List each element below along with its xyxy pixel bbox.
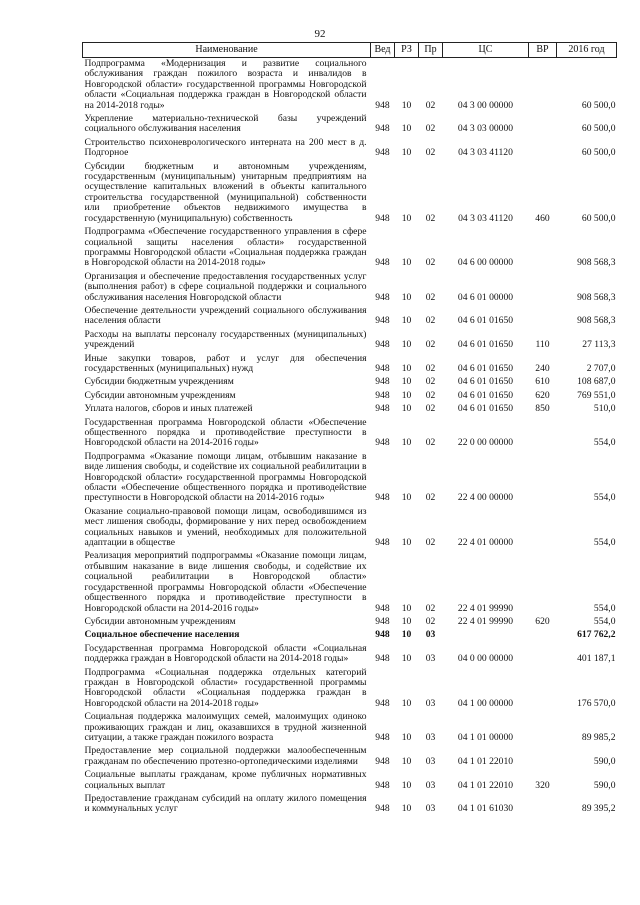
header-vr: ВР	[529, 43, 557, 58]
table-row	[83, 271, 617, 305]
cell-rz: 10	[401, 362, 412, 374]
cell-vr	[529, 793, 557, 817]
cell-vr: 850	[535, 403, 550, 415]
header-ved: Вед	[371, 43, 395, 58]
table-row	[83, 305, 617, 329]
cell-pr: 03	[425, 697, 436, 709]
cell-pr: 02	[425, 362, 436, 374]
cell-sum: 2 707,0	[586, 362, 616, 374]
cell-cs: 04 6 01 01650	[457, 403, 514, 415]
cell-ved: 948	[375, 437, 390, 449]
table-row	[83, 643, 617, 667]
cell-vr	[529, 629, 557, 642]
cell-name: Предоставление мер социальной поддержки малообеспеченным гражданам по обеспечению протезно-ортопедическими изделиями	[84, 745, 367, 767]
cell-pr: 03	[425, 629, 436, 641]
cell-rz: 10	[401, 602, 412, 614]
cell-pr: 03	[425, 803, 436, 815]
budget-table	[82, 42, 617, 817]
cell-cs: 04 0 00 00000	[457, 653, 514, 665]
table-row	[83, 329, 617, 353]
cell-cs: 04 3 03 41120	[458, 212, 513, 224]
table-header	[83, 43, 617, 58]
cell-vr	[529, 451, 557, 506]
table-row	[83, 667, 617, 712]
cell-vr: 620	[535, 389, 550, 401]
cell-name: Подпрограмма «Социальная поддержка отдельных категорий граждан в Новгородской области» государственной программы Новгородской области «Социальная поддержка граждан в Новгородской области на 2014-2018 годы»	[84, 666, 367, 709]
header-name: Наименование	[83, 43, 371, 58]
cell-vr	[529, 58, 557, 114]
cell-rz: 10	[401, 123, 412, 135]
cell-name: Иные закупки товаров, работ и услуг для обеспечения государственных (муниципальных) нужд	[84, 352, 367, 374]
cell-sum: 908 568,3	[577, 315, 616, 327]
cell-sum: 590,0	[593, 755, 616, 767]
header-pr: Пр	[419, 43, 443, 58]
cell-sum: 401 187,1	[577, 653, 616, 665]
cell-ved: 948	[375, 123, 390, 135]
cell-vr: 320	[535, 779, 550, 791]
cell-rz: 10	[401, 779, 412, 791]
cell-vr	[529, 506, 557, 551]
cell-ved: 948	[375, 803, 390, 815]
cell-vr: 610	[535, 376, 550, 388]
cell-rz: 10	[401, 389, 412, 401]
cell-name: Организация и обеспечение предоставления государственных услуг (выполнения работ) в сфере социальной поддержки и социального обслуживания населения Новгородской области	[84, 270, 367, 303]
table-row	[83, 137, 617, 161]
cell-rz: 10	[401, 803, 412, 815]
cell-cs: 04 3 00 00000	[457, 99, 514, 111]
cell-pr: 02	[425, 389, 436, 401]
cell-name: Строительство психоневрологического интерната на 200 мест в д. Подгорное	[84, 136, 367, 159]
cell-vr	[529, 643, 557, 667]
cell-rz: 10	[401, 291, 412, 303]
cell-cs: 22 4 00 00000	[457, 492, 514, 504]
cell-name: Оказание социально-правовой помощи лицам, освободившимся из мест лишения свободы, формирование у них перед освобождением социальных навыков и умений, необходимых для положительной адаптации в обществе	[84, 505, 367, 549]
cell-sum: 617 762,2	[577, 629, 616, 641]
cell-pr: 02	[425, 212, 436, 224]
cell-rz: 10	[401, 537, 412, 549]
cell-vr: 620	[535, 615, 550, 627]
cell-sum: 60 500,0	[581, 212, 616, 224]
cell-cs: 04 3 03 41120	[458, 147, 513, 159]
cell-vr	[529, 667, 557, 712]
cell-rz: 10	[401, 755, 412, 767]
cell-ved: 948	[375, 362, 390, 374]
cell-cs: 04 6 01 01650	[457, 389, 514, 401]
cell-sum: 554,0	[593, 602, 616, 614]
cell-pr: 02	[425, 376, 436, 388]
cell-sum: 60 500,0	[581, 147, 616, 159]
cell-vr	[529, 550, 557, 615]
cell-vr: 240	[535, 362, 550, 374]
cell-vr	[529, 271, 557, 305]
cell-ved: 948	[375, 492, 390, 504]
cell-cs: 22 4 01 99990	[457, 602, 514, 614]
cell-cs: 04 1 01 00000	[457, 731, 514, 743]
cell-rz: 10	[401, 437, 412, 449]
cell-name: Субсидии бюджетным и автономным учреждениям, государственным (муниципальным) унитарным предприятиям на осуществление капитальных вложений в объекты капитального строительства государственной (муниципальной) собственности или приобретение объектов недвижимого имущества в государственную (муниципальную) собственность	[84, 160, 367, 224]
table-row	[83, 451, 617, 506]
cell-sum: 60 500,0	[581, 99, 616, 111]
cell-vr	[529, 113, 557, 137]
cell-name: Предоставление гражданам субсидий на оплату жилого помещения и коммунальных услуг	[84, 793, 367, 815]
cell-pr: 02	[425, 437, 436, 449]
cell-ved: 948	[375, 257, 390, 269]
cell-sum: 908 568,3	[577, 257, 616, 269]
cell-sum: 590,0	[593, 779, 616, 791]
cell-name: Подпрограмма «Оказание помощи лицам, отбывшим наказание в виде лишения свободы, и содействие их социальной реабилитации в Новгородской области» государственной программы Новгородской области «Обеспечение общественного порядка и противодействие преступности в Новгородской области на 2014-2016 годы»	[84, 450, 367, 504]
cell-cs: 04 6 01 01650	[457, 362, 514, 374]
table-row	[83, 403, 617, 416]
cell-vr	[529, 226, 557, 271]
cell-ved: 948	[375, 615, 390, 627]
cell-name: Уплата налогов, сборов и иных платежей	[84, 403, 253, 415]
cell-name: Субсидии автономным учреждениям	[84, 615, 236, 627]
cell-vr: 110	[535, 339, 550, 351]
table-row	[83, 616, 617, 629]
cell-pr: 02	[425, 99, 436, 111]
cell-cs: 22 0 00 00000	[457, 437, 514, 449]
cell-pr: 02	[425, 537, 436, 549]
cell-pr: 03	[425, 779, 436, 791]
cell-ved: 948	[375, 602, 390, 614]
cell-sum: 60 500,0	[581, 123, 616, 135]
cell-rz: 10	[401, 257, 412, 269]
cell-rz: 10	[401, 697, 412, 709]
cell-pr: 02	[425, 602, 436, 614]
cell-pr: 02	[425, 615, 436, 627]
cell-name: Укрепление материально-технической базы учреждений социального обслуживания населения	[84, 113, 367, 135]
cell-sum: 89 985,2	[581, 731, 616, 743]
cell-rz: 10	[401, 212, 412, 224]
cell-ved: 948	[375, 653, 390, 665]
cell-cs: 04 6 01 01650	[457, 376, 514, 388]
table-row	[83, 390, 617, 403]
cell-pr: 03	[425, 755, 436, 767]
cell-ved: 948	[375, 731, 390, 743]
cell-ved: 948	[375, 697, 390, 709]
cell-cs: 22 4 01 00000	[457, 537, 514, 549]
cell-ved: 948	[375, 403, 390, 415]
cell-vr	[529, 137, 557, 161]
cell-rz: 10	[401, 615, 412, 627]
cell-name: Субсидии автономным учреждениям	[84, 389, 236, 401]
cell-pr: 02	[425, 291, 436, 303]
cell-ved: 948	[375, 537, 390, 549]
cell-cs: 22 4 01 99990	[457, 615, 514, 627]
cell-pr: 03	[425, 653, 436, 665]
cell-rz: 10	[401, 376, 412, 388]
cell-vr: 460	[535, 212, 550, 224]
cell-name: Обеспечение деятельности учреждений социального обслуживания населения области	[84, 304, 367, 327]
cell-cs: 04 1 01 22010	[457, 755, 514, 767]
cell-name: Социальные выплаты гражданам, кроме публичных нормативных социальных выплат	[84, 769, 367, 791]
table-row	[83, 711, 617, 745]
cell-cs: 04 6 01 01650	[457, 315, 514, 327]
cell-sum: 510,0	[593, 403, 616, 415]
cell-sum: 908 568,3	[577, 291, 616, 303]
cell-rz: 10	[401, 147, 412, 159]
cell-rz: 10	[401, 339, 412, 351]
table-row	[83, 417, 617, 451]
cell-name: Субсидии бюджетным учреждениям	[84, 376, 234, 388]
cell-cs: 04 3 03 00000	[457, 123, 514, 135]
cell-rz: 10	[401, 629, 412, 641]
cell-name: Подпрограмма «Модернизация и развитие социального обслуживания граждан пожилого возраста и инвалидов в Новгородской области» государственной программы Новгородской области «Социальная поддержка граждан в Новгородской области на 2014-2018 годы»	[84, 58, 367, 111]
cell-rz: 10	[401, 653, 412, 665]
cell-pr: 02	[425, 339, 436, 351]
cell-sum: 554,0	[593, 615, 616, 627]
cell-sum: 769 551,0	[577, 389, 616, 401]
table-row	[83, 113, 617, 137]
cell-rz: 10	[401, 492, 412, 504]
cell-sum: 554,0	[593, 437, 616, 449]
header-rz: РЗ	[395, 43, 419, 58]
table-row	[83, 58, 617, 114]
cell-ved: 948	[375, 147, 390, 159]
cell-ved: 948	[375, 212, 390, 224]
cell-sum: 108 687,0	[577, 376, 616, 388]
cell-ved: 948	[375, 389, 390, 401]
cell-name: Государственная программа Новгородской области «Социальная поддержка граждан в Новгородской области на 2014-2018 годы»	[84, 642, 367, 665]
cell-ved: 948	[375, 99, 390, 111]
cell-cs: 04 6 01 01650	[457, 339, 514, 351]
cell-ved: 948	[375, 315, 390, 327]
cell-sum: 554,0	[593, 492, 616, 504]
cell-cs: 04 6 00 00000	[457, 257, 514, 269]
table-row	[83, 745, 617, 769]
table-body	[83, 58, 617, 817]
cell-sum: 27 113,3	[582, 339, 616, 351]
cell-ved: 948	[375, 339, 390, 351]
cell-ved: 948	[375, 755, 390, 767]
cell-sum: 89 395,2	[581, 803, 616, 815]
cell-name: Реализация мероприятий подпрограммы «Оказание помощи лицам, отбывшим наказание в виде лишения свободы, и содействие их социальной реабилитации в Новгородской области» государственной программы Новгородской области «Обеспечение общественного порядка и противодействие преступности в Новгородской области на 2014-2016 годы»	[84, 550, 367, 614]
header-sum: 2016 год	[557, 43, 617, 58]
table-row	[83, 353, 617, 377]
cell-vr	[529, 305, 557, 329]
cell-vr	[529, 745, 557, 769]
cell-vr	[529, 417, 557, 451]
cell-pr: 02	[425, 492, 436, 504]
table-row	[83, 226, 617, 271]
cell-cs: 04 1 00 00000	[457, 697, 514, 709]
cell-name: Социальная поддержка малоимущих семей, малоимущих одиноко проживающих граждан и лиц, оказавшихся в трудной жизненной ситуации, а также граждан пожилого возраста	[84, 711, 367, 743]
cell-rz: 10	[401, 403, 412, 415]
cell-ved: 948	[375, 376, 390, 388]
table-row	[83, 629, 617, 642]
table-row	[83, 793, 617, 817]
table-row	[83, 550, 617, 615]
table-row	[83, 769, 617, 793]
table-row	[83, 376, 617, 389]
cell-ved: 948	[375, 779, 390, 791]
cell-rz: 10	[401, 731, 412, 743]
cell-cs: 04 1 01 61030	[457, 803, 514, 815]
cell-pr: 02	[425, 403, 436, 415]
cell-rz: 10	[401, 99, 412, 111]
cell-pr: 02	[425, 257, 436, 269]
cell-pr: 02	[425, 123, 436, 135]
cell-sum: 554,0	[593, 537, 616, 549]
cell-pr: 02	[425, 147, 436, 159]
cell-vr	[529, 711, 557, 745]
cell-name: Расходы на выплаты персоналу государственных (муниципальных) учреждений	[84, 328, 367, 351]
header-cs: ЦС	[443, 43, 529, 58]
cell-ved: 948	[375, 291, 390, 303]
cell-name: Подпрограмма «Обеспечение государственного управления в сфере социальной защиты населения области» государственной программы Новгородской области «Социальная поддержка граждан в Новгородской области на 2014-2018 годы»	[84, 226, 367, 269]
page-number: 92	[314, 28, 326, 40]
cell-cs: 04 1 01 22010	[457, 779, 514, 791]
cell-name: Социальное обеспечение населения	[84, 629, 240, 641]
cell-cs: 04 6 01 00000	[457, 291, 514, 303]
cell-name: Государственная программа Новгородской области «Обеспечение общественного порядка и противодействие преступности в Новгородской области на 2014-2016 годы»	[84, 416, 367, 449]
cell-pr: 02	[425, 315, 436, 327]
table-row	[83, 161, 617, 226]
cell-pr: 03	[425, 731, 436, 743]
cell-ved: 948	[375, 629, 390, 641]
cell-sum: 176 570,0	[577, 697, 616, 709]
cell-cs	[443, 629, 529, 642]
table-row	[83, 506, 617, 551]
cell-rz: 10	[401, 315, 412, 327]
